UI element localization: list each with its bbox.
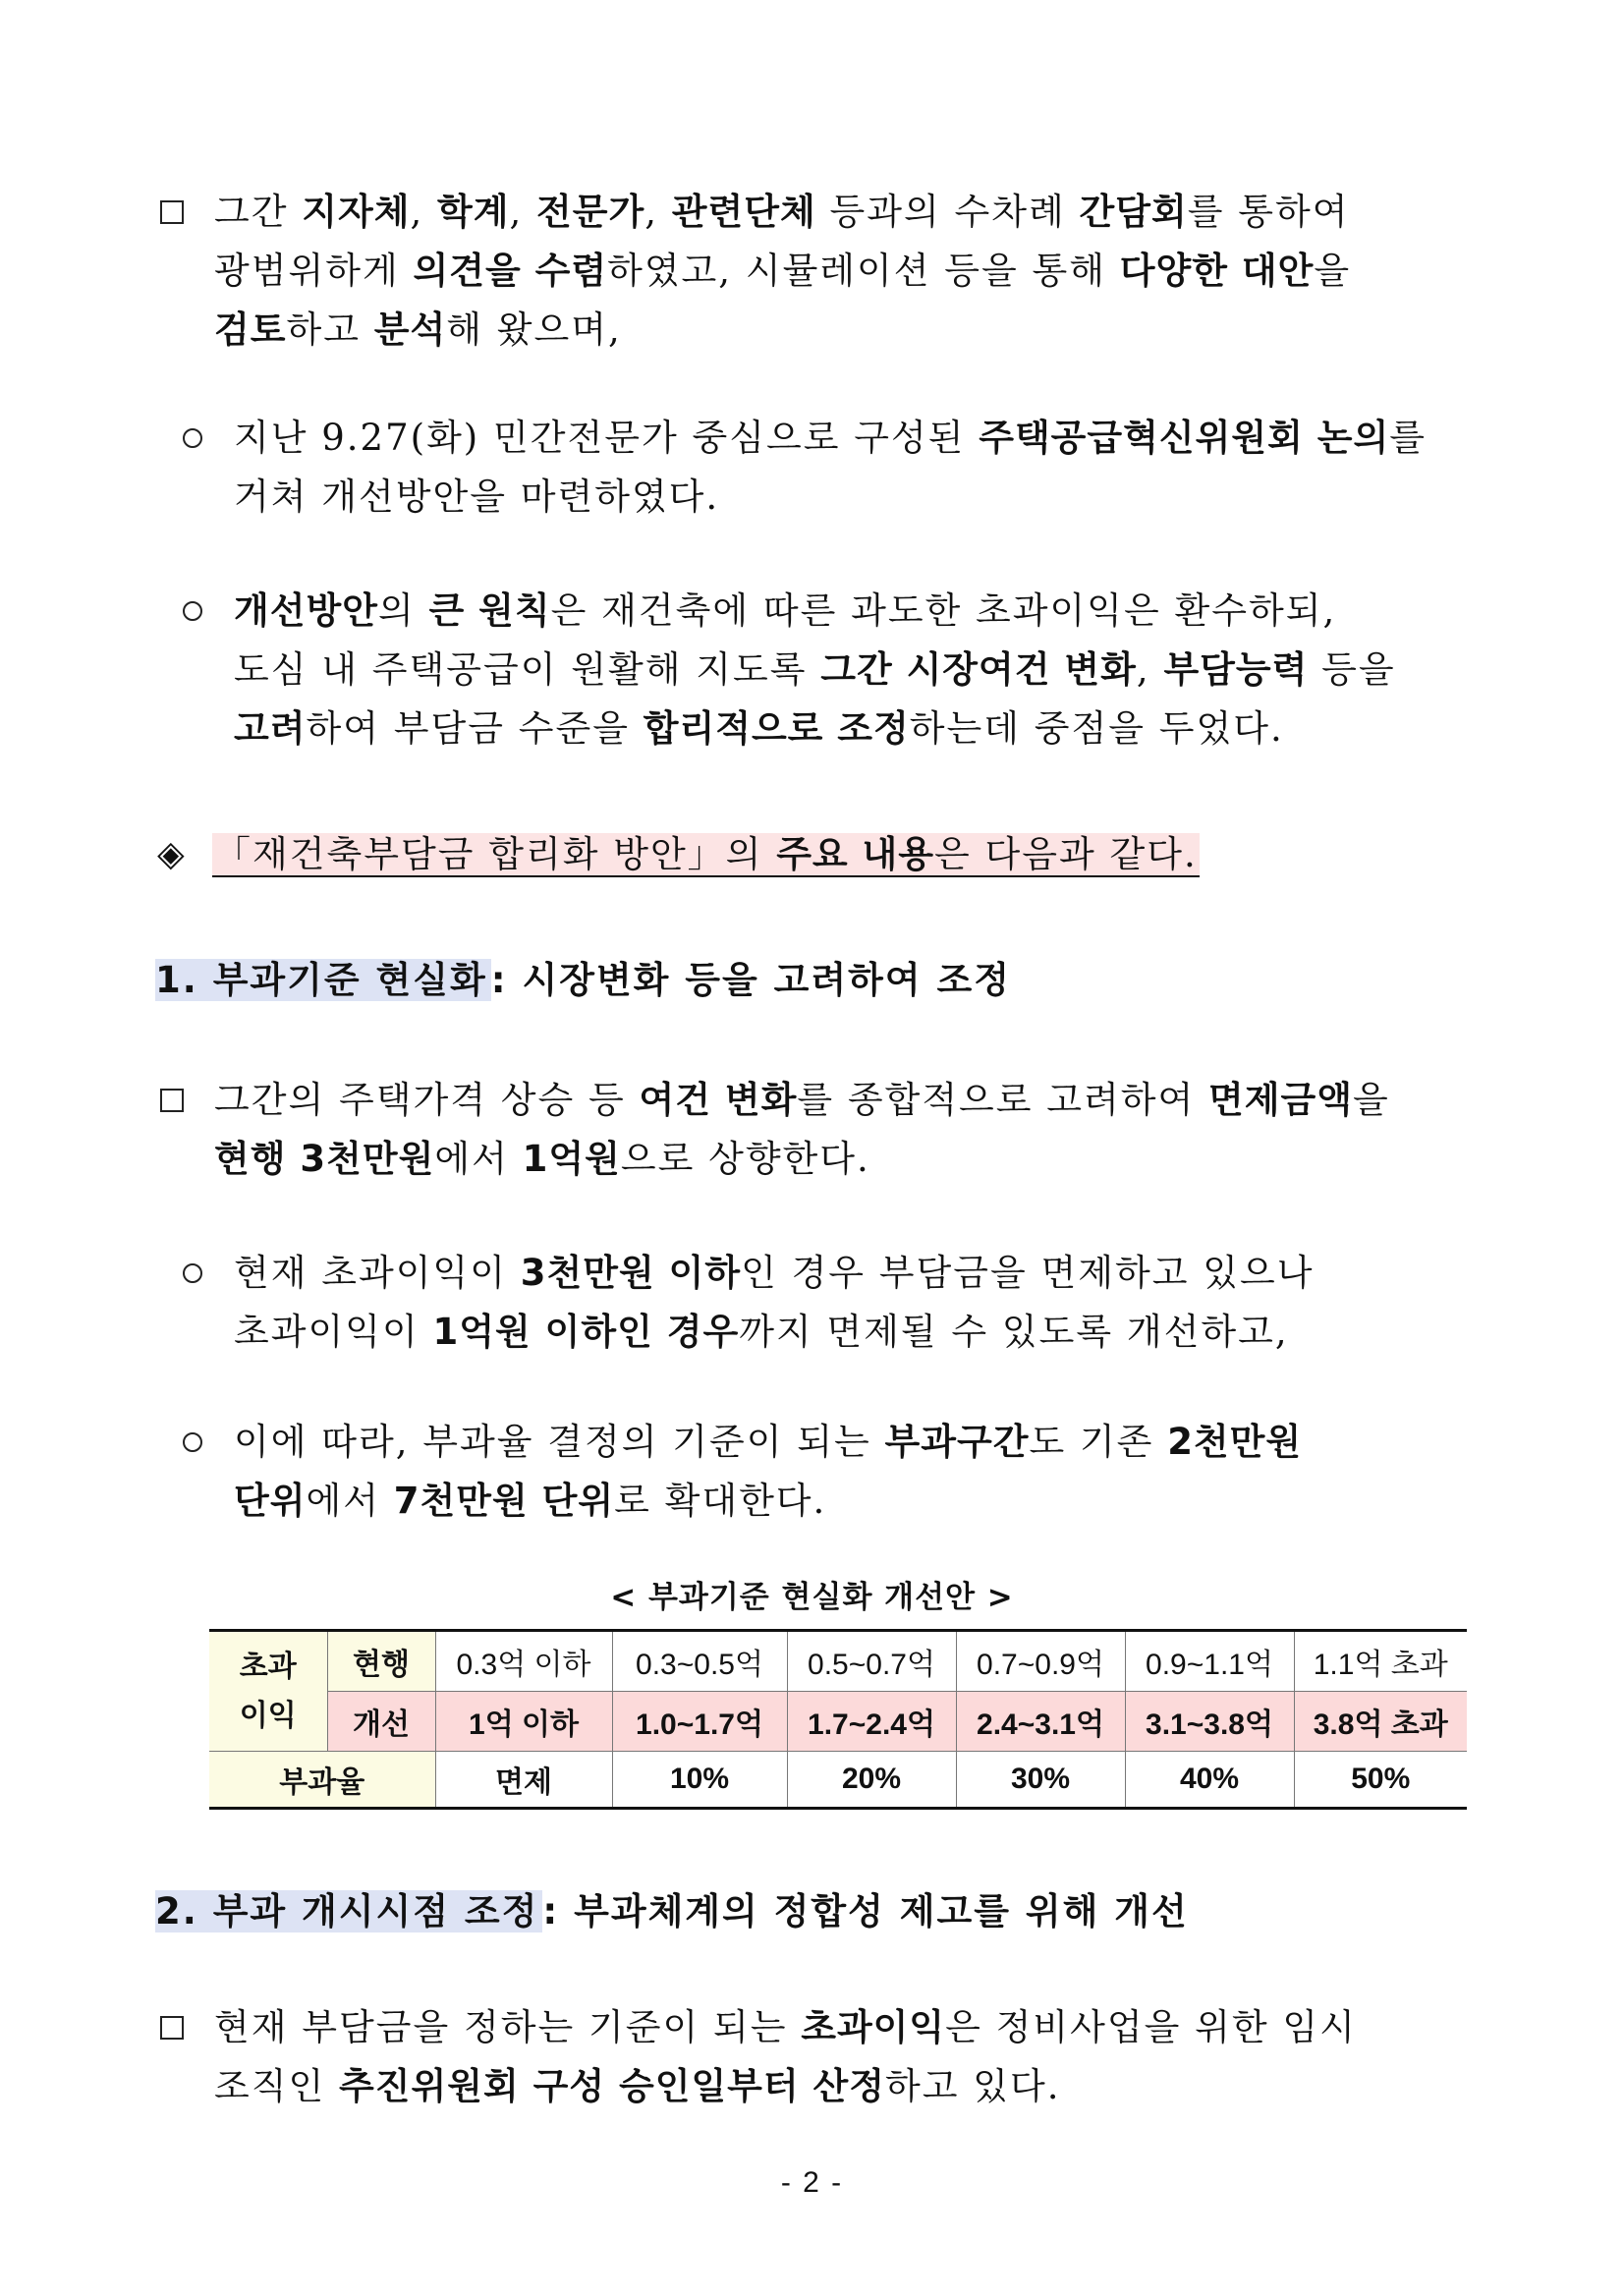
table-cell: 0.7~0.9억 xyxy=(956,1631,1125,1692)
table-row-current xyxy=(209,1631,1467,1692)
summary-line xyxy=(212,825,1200,884)
intro-p1-line3: 검토하고 분석해 왔으며, xyxy=(214,308,622,351)
intro-p2-line2: 거쳐 개선방안을 마련하였다. xyxy=(234,476,720,518)
table-cell: 0.3억 이하 xyxy=(435,1631,612,1692)
section1-p1-line1: 그간의 주택가격 상승 등 여건 변화를 종합적으로 고려하여 면제금액을 xyxy=(214,1079,1390,1121)
circle-bullet-icon xyxy=(183,1432,202,1452)
intro-p3-line3: 고려하여 부담금 수준을 합리적으로 조정하는데 중점을 두었다. xyxy=(234,707,1284,750)
table-cell: 면제 xyxy=(435,1752,612,1809)
summary-highlight: 「재건축부담금 합리화 방안」의 주요 내용은 다음과 같다. xyxy=(214,833,1198,875)
section2-heading: 2. 부과 개시시점 조정 : 부과체계의 정합성 제고를 위해 개선 xyxy=(155,1890,1189,1932)
section2-p1-line1: 현재 부담금을 정하는 기준이 되는 초과이익은 정비사업을 위한 임시 xyxy=(214,2006,1357,2048)
circle-bullet-icon xyxy=(183,601,202,621)
table-cell: 0.5~0.7억 xyxy=(787,1631,956,1692)
table-cell: 3.1~3.8억 xyxy=(1125,1692,1294,1752)
section1-p2-line1: 현재 초과이익이 3천만원 이하인 경우 부담금을 면제하고 있으나 xyxy=(234,1252,1315,1294)
section2-title-highlight: 2. 부과 개시시점 조정 xyxy=(155,1890,542,1932)
section1-p1-line2: 현행 3천만원에서 1억원으로 상향한다. xyxy=(214,1138,870,1180)
rate-label-cell: 부과율 xyxy=(209,1752,435,1809)
table-row-rate xyxy=(209,1752,1467,1809)
table-cell: 40% xyxy=(1125,1752,1294,1809)
page-number: - 2 - xyxy=(780,2166,844,2199)
table-cell: 2.4~3.1억 xyxy=(956,1692,1125,1752)
intro-p3-line1: 개선방안의 큰 원칙은 재건축에 따른 과도한 초과이익은 환수하되, xyxy=(234,589,1337,632)
table-cell: 0.9~1.1억 xyxy=(1125,1631,1294,1692)
current-label-cell: 현행 xyxy=(327,1631,435,1692)
table-cell: 10% xyxy=(612,1752,787,1809)
circle-bullet-icon xyxy=(183,1263,202,1283)
diamond-bullet-icon: ◈ xyxy=(157,834,185,874)
square-bullet-icon xyxy=(160,200,184,224)
table-cell: 50% xyxy=(1294,1752,1467,1809)
intro-p2-line1: 지난 9.27(화) 민간전문가 중심으로 구성된 주택공급혁신위원회 논의를 xyxy=(234,417,1427,459)
table-cell: 1.7~2.4억 xyxy=(787,1692,956,1752)
section1-title-highlight: 1. 부과기준 현실화 xyxy=(155,959,491,1001)
table-cell: 1.0~1.7억 xyxy=(612,1692,787,1752)
improved-label-cell: 개선 xyxy=(327,1692,435,1752)
group-label-cell: 초과 이익 xyxy=(209,1631,327,1752)
section1-p3-line2: 단위에서 7천만원 단위로 확대한다. xyxy=(234,1480,827,1522)
table-cell: 1억 이하 xyxy=(435,1692,612,1752)
intro-p3-line2: 도심 내 주택공급이 원활해 지도록 그간 시장여건 변화, 부담능력 등을 xyxy=(234,648,1396,691)
section1-p2-line2: 초과이익이 1억원 이하인 경우까지 면제될 수 있도록 개선하고, xyxy=(234,1311,1289,1353)
square-bullet-icon xyxy=(160,2016,184,2040)
table-cell: 30% xyxy=(956,1752,1125,1809)
square-bullet-icon xyxy=(160,1089,184,1112)
section1-heading: 1. 부과기준 현실화 : 시장변화 등을 고려하여 조정 xyxy=(155,959,1012,1001)
section2-p1-line2: 조직인 추진위원회 구성 승인일부터 산정하고 있다. xyxy=(214,2065,1061,2107)
levy-standard-table xyxy=(209,1629,1467,1810)
intro-p1-line1: 그간 지자체, 학계, 전문가, 관련단체 등과의 수차례 간담회를 통하여 xyxy=(214,191,1350,233)
circle-bullet-icon xyxy=(183,428,202,448)
table-cell: 0.3~0.5억 xyxy=(612,1631,787,1692)
table-cell: 1.1억 초과 xyxy=(1294,1631,1467,1692)
table-cell: 20% xyxy=(787,1752,956,1809)
intro-p1-line2: 광범위하게 의견을 수렴하였고, 시뮬레이션 등을 통해 다양한 대안을 xyxy=(214,250,1352,292)
table-caption: < 부과기준 현실화 개선안 > xyxy=(610,1580,1014,1615)
table-cell: 3.8억 초과 xyxy=(1294,1692,1467,1752)
table-row-improved xyxy=(209,1692,1467,1752)
section1-p3-line1: 이에 따라, 부과율 결정의 기준이 되는 부과구간도 기존 2천만원 xyxy=(234,1421,1303,1463)
